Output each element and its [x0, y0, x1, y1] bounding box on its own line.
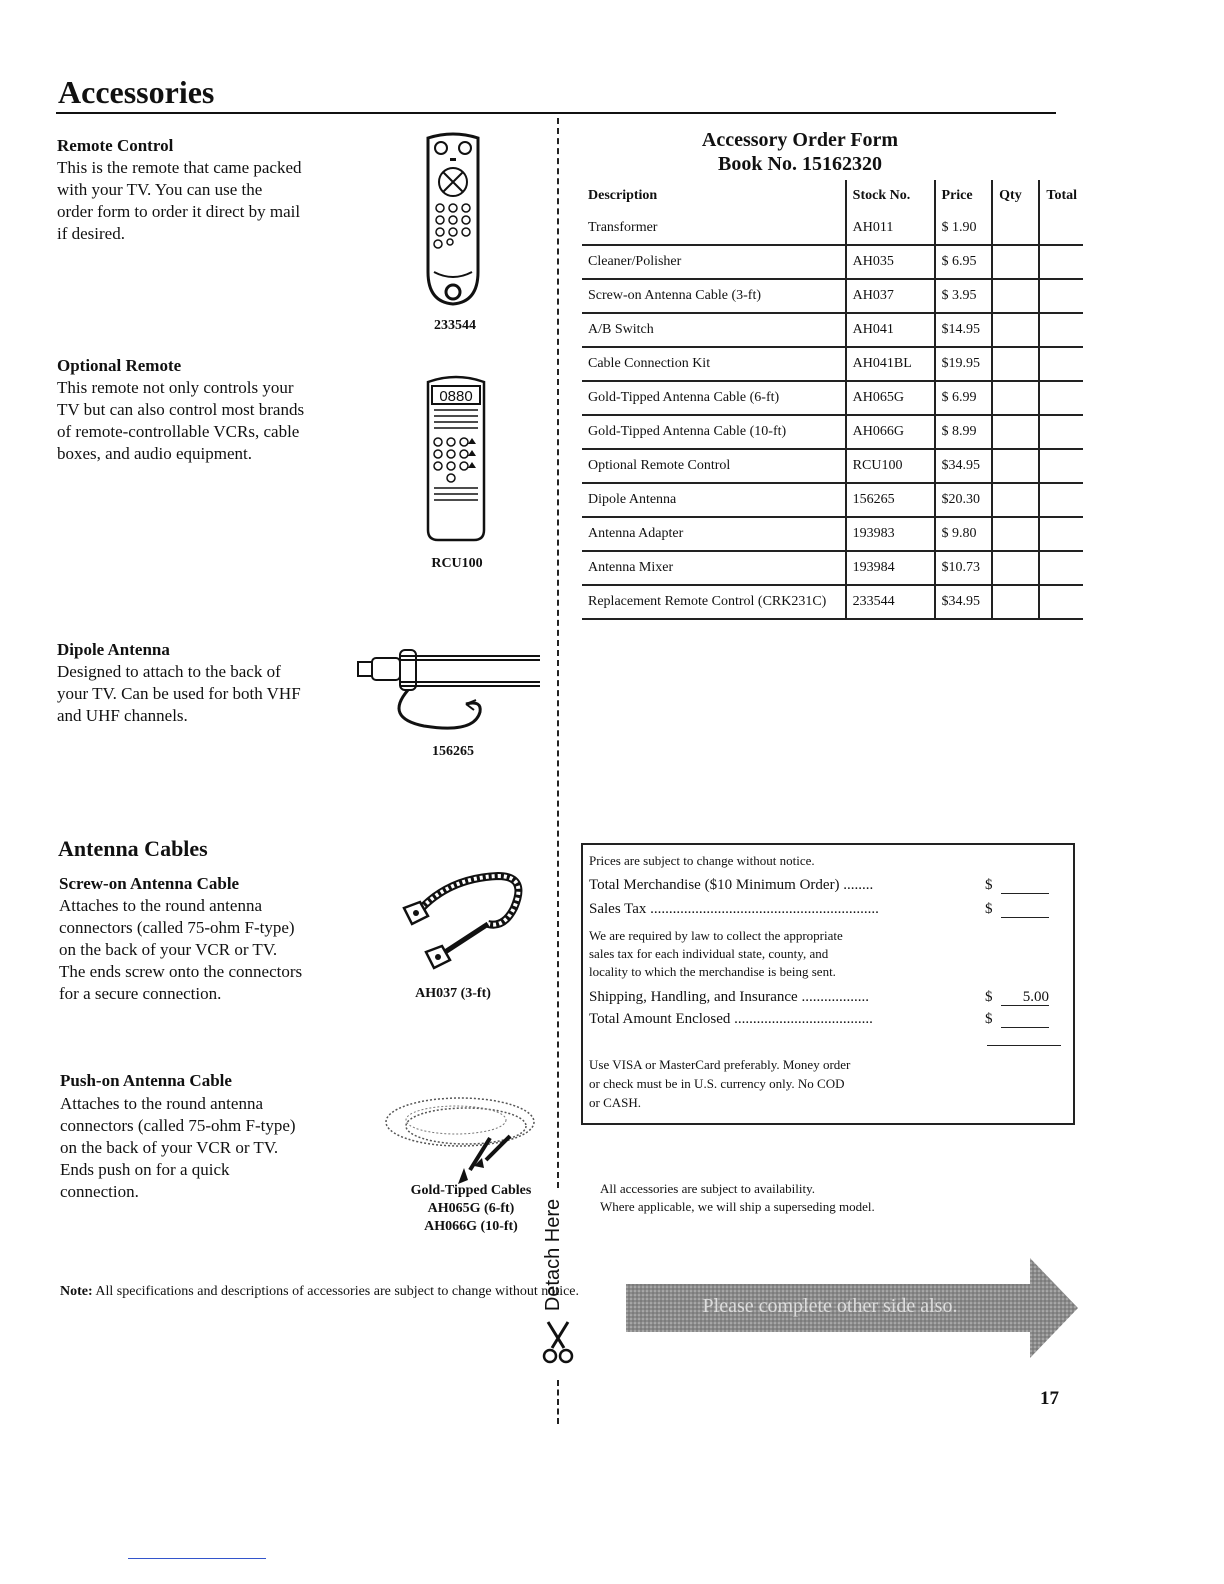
- item-stock-number: 193983: [846, 517, 935, 551]
- sales-tax-field[interactable]: [1001, 901, 1049, 918]
- description-header: Description: [582, 180, 846, 212]
- item-description: Gold-Tipped Antenna Cable (6-ft): [582, 381, 846, 415]
- dipole-antenna-stock-caption: 156265: [432, 744, 474, 759]
- item-description: Cleaner/Polisher: [582, 245, 846, 279]
- page-number: 17: [1040, 1388, 1059, 1409]
- item-qty-field[interactable]: [992, 449, 1039, 483]
- item-price: $ 3.95: [935, 279, 993, 313]
- shipping-field[interactable]: 5.00: [1001, 989, 1049, 1006]
- item-stock-number: RCU100: [846, 449, 935, 483]
- scissors-icon: [540, 1318, 576, 1366]
- title-rule: [56, 112, 1056, 114]
- scan-artifact-line: [128, 1558, 266, 1559]
- item-total-field[interactable]: [1039, 585, 1083, 619]
- item-stock-number: AH035: [846, 245, 935, 279]
- dipole-antenna-heading: Dipole Antenna: [57, 640, 170, 659]
- item-qty-field[interactable]: [992, 381, 1039, 415]
- remote-control-description: This is the remote that came packed with your TV. You can use the order form to order it direct by mail if desired.: [57, 158, 302, 243]
- dipole-antenna-image: [354, 638, 544, 738]
- item-stock-number: AH011: [846, 212, 935, 245]
- item-stock-number: 156265: [846, 483, 935, 517]
- item-stock-number: AH041: [846, 313, 935, 347]
- push-on-cable-image: [380, 1090, 540, 1194]
- item-qty-field[interactable]: [992, 585, 1039, 619]
- item-stock-number: AH065G: [846, 381, 935, 415]
- dipole-antenna-description: Designed to attach to the back of your TV. Can be used for both VHF and UHF channels.: [57, 662, 301, 725]
- item-description: Optional Remote Control: [582, 449, 846, 483]
- specifications-note: Note: All specifications and descriptions of accessories are subject to change without notice.: [60, 1284, 580, 1299]
- item-total-field[interactable]: [1039, 212, 1083, 245]
- detach-dashed-line-lower: [557, 1380, 559, 1424]
- page-title: Accessories: [58, 74, 215, 110]
- availability-note: All accessories are subject to availability. Where applicable, we will ship a superseding model.: [600, 1181, 875, 1214]
- table-row: [582, 415, 1083, 449]
- order-form-header-row: [582, 180, 1083, 212]
- item-description: A/B Switch: [582, 313, 846, 347]
- item-qty-field[interactable]: [992, 551, 1039, 585]
- remote-control-image: [420, 132, 486, 307]
- item-total-field[interactable]: [1039, 517, 1083, 551]
- item-description: Dipole Antenna: [582, 483, 846, 517]
- prices-note: Prices are subject to change without notice.: [589, 853, 815, 868]
- table-row: [582, 517, 1083, 551]
- stock-number-header: Stock No.: [846, 180, 935, 212]
- optional-remote-image: [424, 372, 488, 544]
- price-header: Price: [935, 180, 993, 212]
- item-qty-field[interactable]: [992, 415, 1039, 449]
- remote-control-stock-caption: 233544: [434, 318, 476, 333]
- item-price: $ 8.99: [935, 415, 993, 449]
- qty-header: Qty: [992, 180, 1039, 212]
- table-row: [582, 212, 1083, 245]
- item-price: $10.73: [935, 551, 993, 585]
- optional-remote-heading: Optional Remote: [57, 356, 182, 375]
- item-qty-field[interactable]: [992, 212, 1039, 245]
- screw-on-cable-description: Attaches to the round antenna connectors (called 75-ohm F-type) on the back of your VCR or TV. The ends screw onto the connectors for a secure connection.: [59, 896, 303, 1003]
- item-description: Antenna Adapter: [582, 517, 846, 551]
- item-price: $ 6.99: [935, 381, 993, 415]
- screw-on-cable-heading: Screw-on Antenna Cable: [59, 874, 240, 893]
- item-stock-number: AH041BL: [846, 347, 935, 381]
- table-row: [582, 245, 1083, 279]
- totals-underline: [987, 1045, 1061, 1046]
- item-price: $ 6.95: [935, 245, 993, 279]
- item-price: $19.95: [935, 347, 993, 381]
- screw-on-cable-image: [398, 868, 528, 978]
- item-total-field[interactable]: [1039, 381, 1083, 415]
- item-description: Gold-Tipped Antenna Cable (10-ft): [582, 415, 846, 449]
- detach-here-label: Detach Here: [542, 1198, 564, 1312]
- please-complete-other-side: Please complete other side also.: [702, 1295, 958, 1317]
- sales-tax-note: We are required by law to collect the appropriate sales tax for each individual state, county, and locality to which the merchandise is being sent.: [589, 928, 843, 979]
- item-total-field[interactable]: [1039, 551, 1083, 585]
- remote-control-heading: Remote Control: [57, 136, 174, 155]
- table-row: [582, 313, 1083, 347]
- push-on-cable-description: Attaches to the round antenna connectors (called 75-ohm F-type) on the back of your VCR or TV. Ends push on for a quick connection.: [60, 1094, 296, 1201]
- table-row: [582, 449, 1083, 483]
- order-totals-box: Prices are subject to change without notice. Total Merchandise ($10 Minimum Order) ........ $ Sales Tax ............................................................. $ We are required by law to collect the appropriate sales tax for each individual state, county, and locality to which the merchandise is being sent. Shipping, Handling, and Insurance .................. $ 5.00 Total Amount Enclosed ..................................... $ Use VISA or MasterCard preferably. Money order or check must be in U.S. currency only. No COD or CASH.: [581, 843, 1075, 1125]
- svg-text:0880: 0880: [439, 388, 473, 405]
- item-stock-number: AH037: [846, 279, 935, 313]
- item-description: Screw-on Antenna Cable (3-ft): [582, 279, 846, 313]
- item-total-field[interactable]: [1039, 449, 1083, 483]
- optional-remote-description: This remote not only controls your TV but can also control most brands of remote-controllable VCRs, cable boxes, and audio equipment.: [57, 378, 305, 463]
- antenna-cables-heading: Antenna Cables: [58, 836, 208, 861]
- order-form-title: Accessory Order Form Book No. 15162320: [701, 129, 899, 175]
- item-stock-number: 193984: [846, 551, 935, 585]
- item-qty-field[interactable]: [992, 279, 1039, 313]
- table-row: [582, 551, 1083, 585]
- item-total-field[interactable]: [1039, 347, 1083, 381]
- item-description: Cable Connection Kit: [582, 347, 846, 381]
- payment-note: Use VISA or MasterCard preferably. Money order or check must be in U.S. currency only. No COD or CASH.: [589, 1057, 851, 1110]
- total-merchandise-field[interactable]: [1001, 877, 1049, 894]
- item-price: $34.95: [935, 585, 993, 619]
- item-qty-field[interactable]: [992, 347, 1039, 381]
- item-description: Replacement Remote Control (CRK231C): [582, 585, 846, 619]
- table-row: [582, 483, 1083, 517]
- item-qty-field[interactable]: [992, 313, 1039, 347]
- item-qty-field[interactable]: [992, 245, 1039, 279]
- table-row: [582, 279, 1083, 313]
- item-total-field[interactable]: [1039, 279, 1083, 313]
- total-header: Total: [1046, 188, 1077, 203]
- screw-on-cable-stock-caption: AH037 (3-ft): [415, 986, 491, 1001]
- optional-remote-stock-caption: RCU100: [431, 556, 483, 571]
- item-stock-number: AH066G: [846, 415, 935, 449]
- order-form-table: [582, 180, 1083, 620]
- item-qty-field[interactable]: [992, 517, 1039, 551]
- item-description: Antenna Mixer: [582, 551, 846, 585]
- table-row: [582, 381, 1083, 415]
- detach-dashed-line: [557, 118, 559, 1188]
- table-row: [582, 585, 1083, 619]
- push-on-cable-stock-caption: Gold-Tipped Cables AH065G (6-ft) AH066G (10-ft): [410, 1183, 532, 1234]
- item-price: $14.95: [935, 313, 993, 347]
- total-amount-field[interactable]: [1001, 1011, 1049, 1028]
- item-price: $34.95: [935, 449, 993, 483]
- item-price: $ 9.80: [935, 517, 993, 551]
- table-row: [582, 347, 1083, 381]
- item-total-field[interactable]: [1039, 415, 1083, 449]
- item-price: $ 1.90: [935, 212, 993, 245]
- item-total-field[interactable]: [1039, 313, 1083, 347]
- item-stock-number: 233544: [846, 585, 935, 619]
- item-qty-field[interactable]: [992, 483, 1039, 517]
- item-description: Transformer: [582, 212, 846, 245]
- item-price: $20.30: [935, 483, 993, 517]
- item-total-field[interactable]: [1039, 245, 1083, 279]
- item-total-field[interactable]: [1039, 483, 1083, 517]
- push-on-cable-heading: Push-on Antenna Cable: [60, 1071, 232, 1090]
